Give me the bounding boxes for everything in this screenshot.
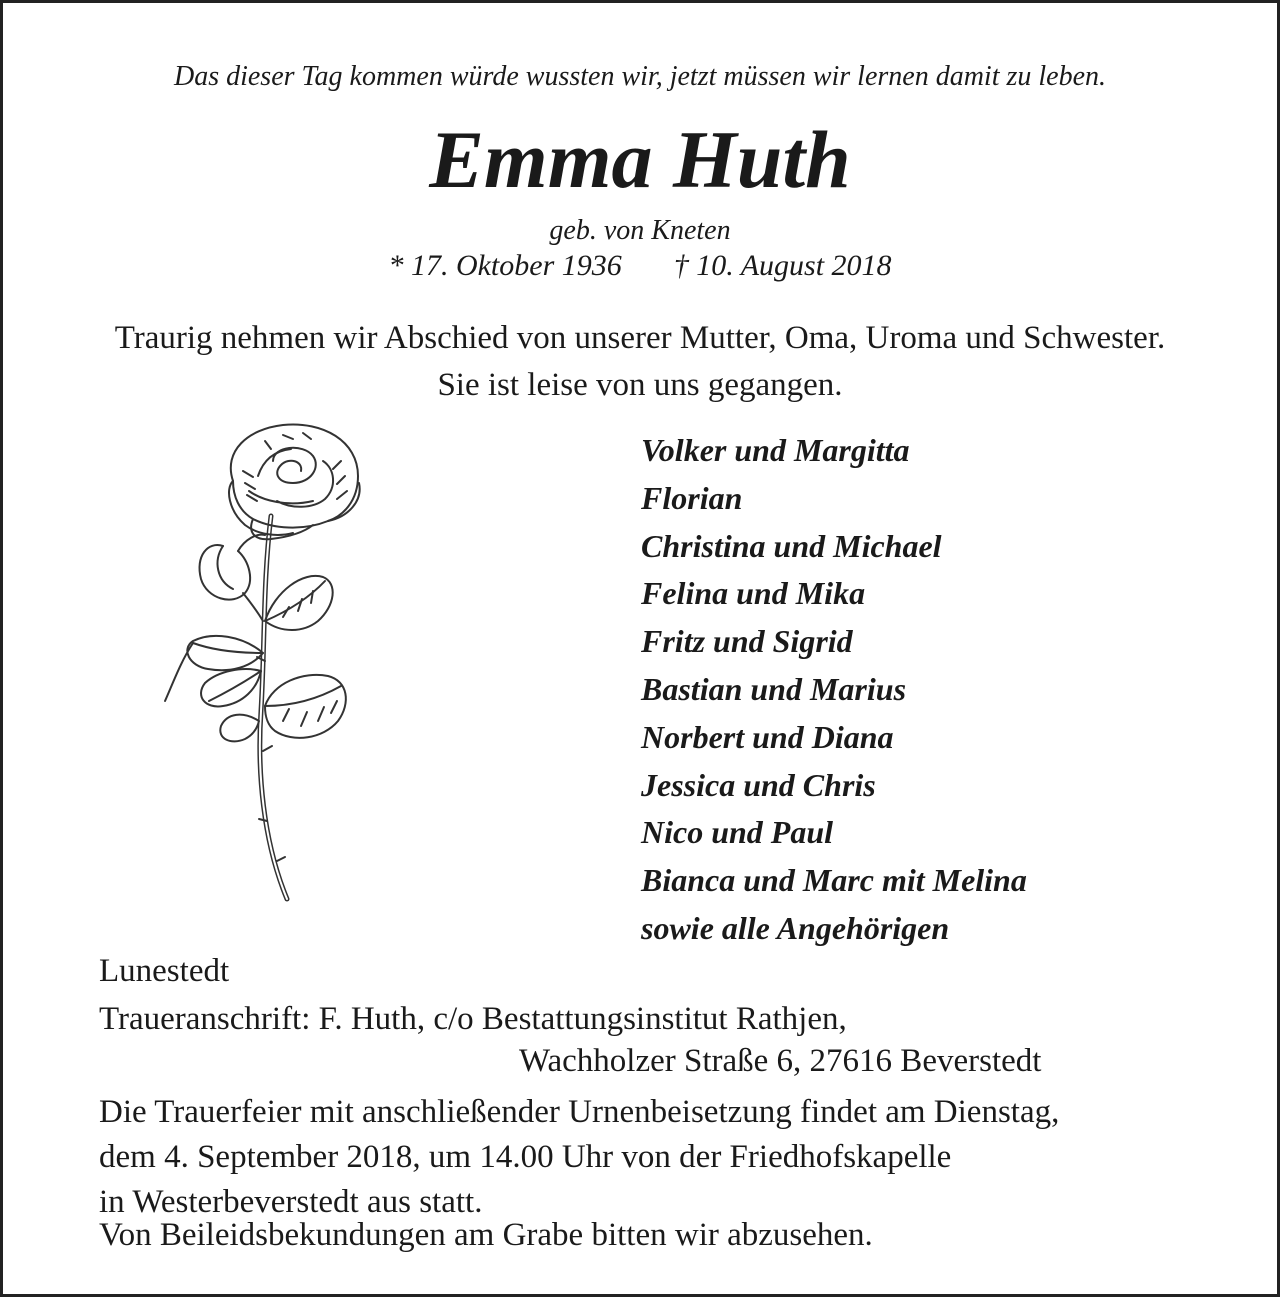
list-item: Felina und Mika xyxy=(641,575,866,612)
mourners-list xyxy=(641,427,1027,953)
mourning-address-line: Traueranschrift: F. Huth, c/o Bestattungsinstitut Rathjen, xyxy=(99,1001,847,1037)
ceremony-info xyxy=(99,1090,1059,1225)
list-item: Nico und Paul xyxy=(641,814,834,851)
closing-note: Von Beileidsbekundungen am Grabe bitten wir abzusehen. xyxy=(99,1217,873,1253)
list-item: sowie alle Angehörigen xyxy=(641,909,950,946)
birth-date: * 17. Oktober 1936 xyxy=(388,249,622,282)
intro-text xyxy=(3,315,1277,409)
rose-drawing-icon xyxy=(153,421,383,911)
motto: Das dieser Tag kommen würde wussten wir, jetzt müssen wir lernen damit zu leben. xyxy=(173,61,1107,92)
deceased-name: Emma Huth xyxy=(429,114,851,205)
list-item: Florian xyxy=(641,479,743,516)
intro-line: Traurig nehmen wir Abschied von unserer Mutter, Oma, Uroma und Schwester. xyxy=(114,320,1166,356)
maiden-name: geb. von Kneten xyxy=(549,215,731,246)
ceremony-line: dem 4. September 2018, um 14.00 Uhr von der Friedhofskapelle xyxy=(99,1139,952,1175)
death-date: † 10. August 2018 xyxy=(673,249,892,282)
list-item: Fritz und Sigrid xyxy=(641,623,853,660)
list-item: Christina und Michael xyxy=(641,527,942,564)
life-dates xyxy=(3,249,1277,283)
ceremony-line: in Westerbeverstedt aus statt. xyxy=(99,1184,483,1220)
intro-line: Sie ist leise von uns gegangen. xyxy=(437,367,843,403)
place: Lunestedt xyxy=(99,953,230,989)
mourning-address-line: Wachholzer Straße 6, 27616 Beverstedt xyxy=(519,1043,1042,1079)
list-item: Bastian und Marius xyxy=(641,670,907,707)
list-item: Bianca und Marc mit Melina xyxy=(641,862,1027,899)
list-item: Jessica und Chris xyxy=(641,766,876,803)
list-item: Norbert und Diana xyxy=(641,718,894,755)
ceremony-line: Die Trauerfeier mit anschließender Urnenbeisetzung findet am Dienstag, xyxy=(99,1094,1060,1130)
list-item: Volker und Margitta xyxy=(641,432,910,468)
